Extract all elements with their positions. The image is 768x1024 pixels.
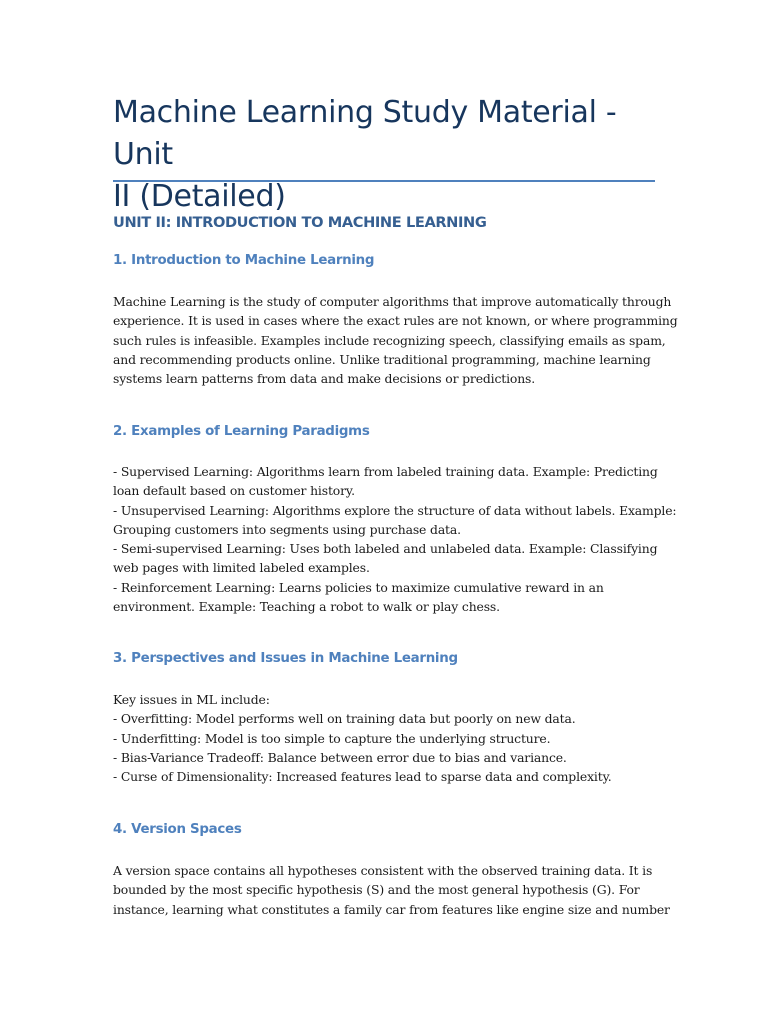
unit-heading: UNIT II: INTRODUCTION TO MACHINE LEARNING: [113, 214, 487, 231]
paragraph-line: Key issues in ML include:: [113, 692, 270, 707]
section-paragraph-learning-paradigms: [113, 462, 677, 616]
section-paragraph-version-spaces: [113, 861, 670, 919]
section-heading-learning-paradigms: 2. Examples of Learning Paradigms: [113, 424, 370, 439]
paragraph-line: loan default based on customer history.: [113, 483, 355, 499]
document-title-line-1: Machine Learning Study Material - Unit: [113, 95, 617, 172]
paragraph-line: bounded by the most specific hypothesis (S) and the most general hypothesis (G). For: [113, 882, 640, 898]
paragraph-line: environment. Example: Teaching a robot to walk or play chess.: [113, 599, 500, 615]
paragraph-line: - Underfitting: Model is too simple to capture the underlying structure.: [113, 730, 551, 746]
paragraph-line: web pages with limited labeled examples.: [113, 560, 370, 576]
paragraph-line: - Semi-supervised Learning: Uses both labeled and unlabeled data. Example: Classifying: [113, 541, 658, 557]
title-divider: [113, 180, 655, 182]
paragraph-line: and recommending products online. Unlike traditional programming, machine learning: [113, 351, 651, 367]
section-paragraph-perspectives-issues: [113, 690, 658, 786]
paragraph-line: A version space contains all hypotheses consistent with the observed training data. It is: [113, 863, 653, 878]
document-title-line-2: II (Detailed): [113, 179, 286, 214]
paragraph-line: - Overfitting: Model performs well on training data but poorly on new data.: [113, 711, 576, 727]
paragraph-line: Machine Learning is the study of computer algorithms that improve automatically through: [113, 294, 672, 309]
paragraph-line: systems learn patterns from data and make decisions or predictions.: [113, 371, 536, 387]
paragraph-line: - Bias-Variance Tradeoff: Balance between error due to bias and variance.: [113, 749, 567, 765]
paragraph-line: - Unsupervised Learning: Algorithms explore the structure of data without labels. Example:: [113, 502, 677, 518]
paragraph-line: - Supervised Learning: Algorithms learn from labeled training data. Example: Predicting: [113, 464, 658, 479]
section-paragraph-introduction: [113, 292, 678, 388]
paragraph-line: experience. It is used in cases where the exact rules are not known, or where programming: [113, 313, 678, 329]
section-heading-version-spaces: 4. Version Spaces: [113, 822, 242, 837]
paragraph-line: such rules is infeasible. Examples include recognizing speech, classifying emails as spam,: [113, 332, 666, 348]
paragraph-line: - Reinforcement Learning: Learns policies to maximize cumulative reward in an: [113, 579, 604, 595]
paragraph-line: - Curse of Dimensionality: Increased features lead to sparse data and complexity.: [113, 769, 612, 785]
paragraph-line: instance, learning what constitutes a family car from features like engine size and number: [113, 901, 670, 917]
paragraph-line: Grouping customers into segments using purchase data.: [113, 521, 461, 537]
section-heading-introduction: 1. Introduction to Machine Learning: [113, 253, 375, 268]
document-title: [113, 92, 673, 218]
section-heading-perspectives-issues: 3. Perspectives and Issues in Machine Learning: [113, 651, 458, 666]
